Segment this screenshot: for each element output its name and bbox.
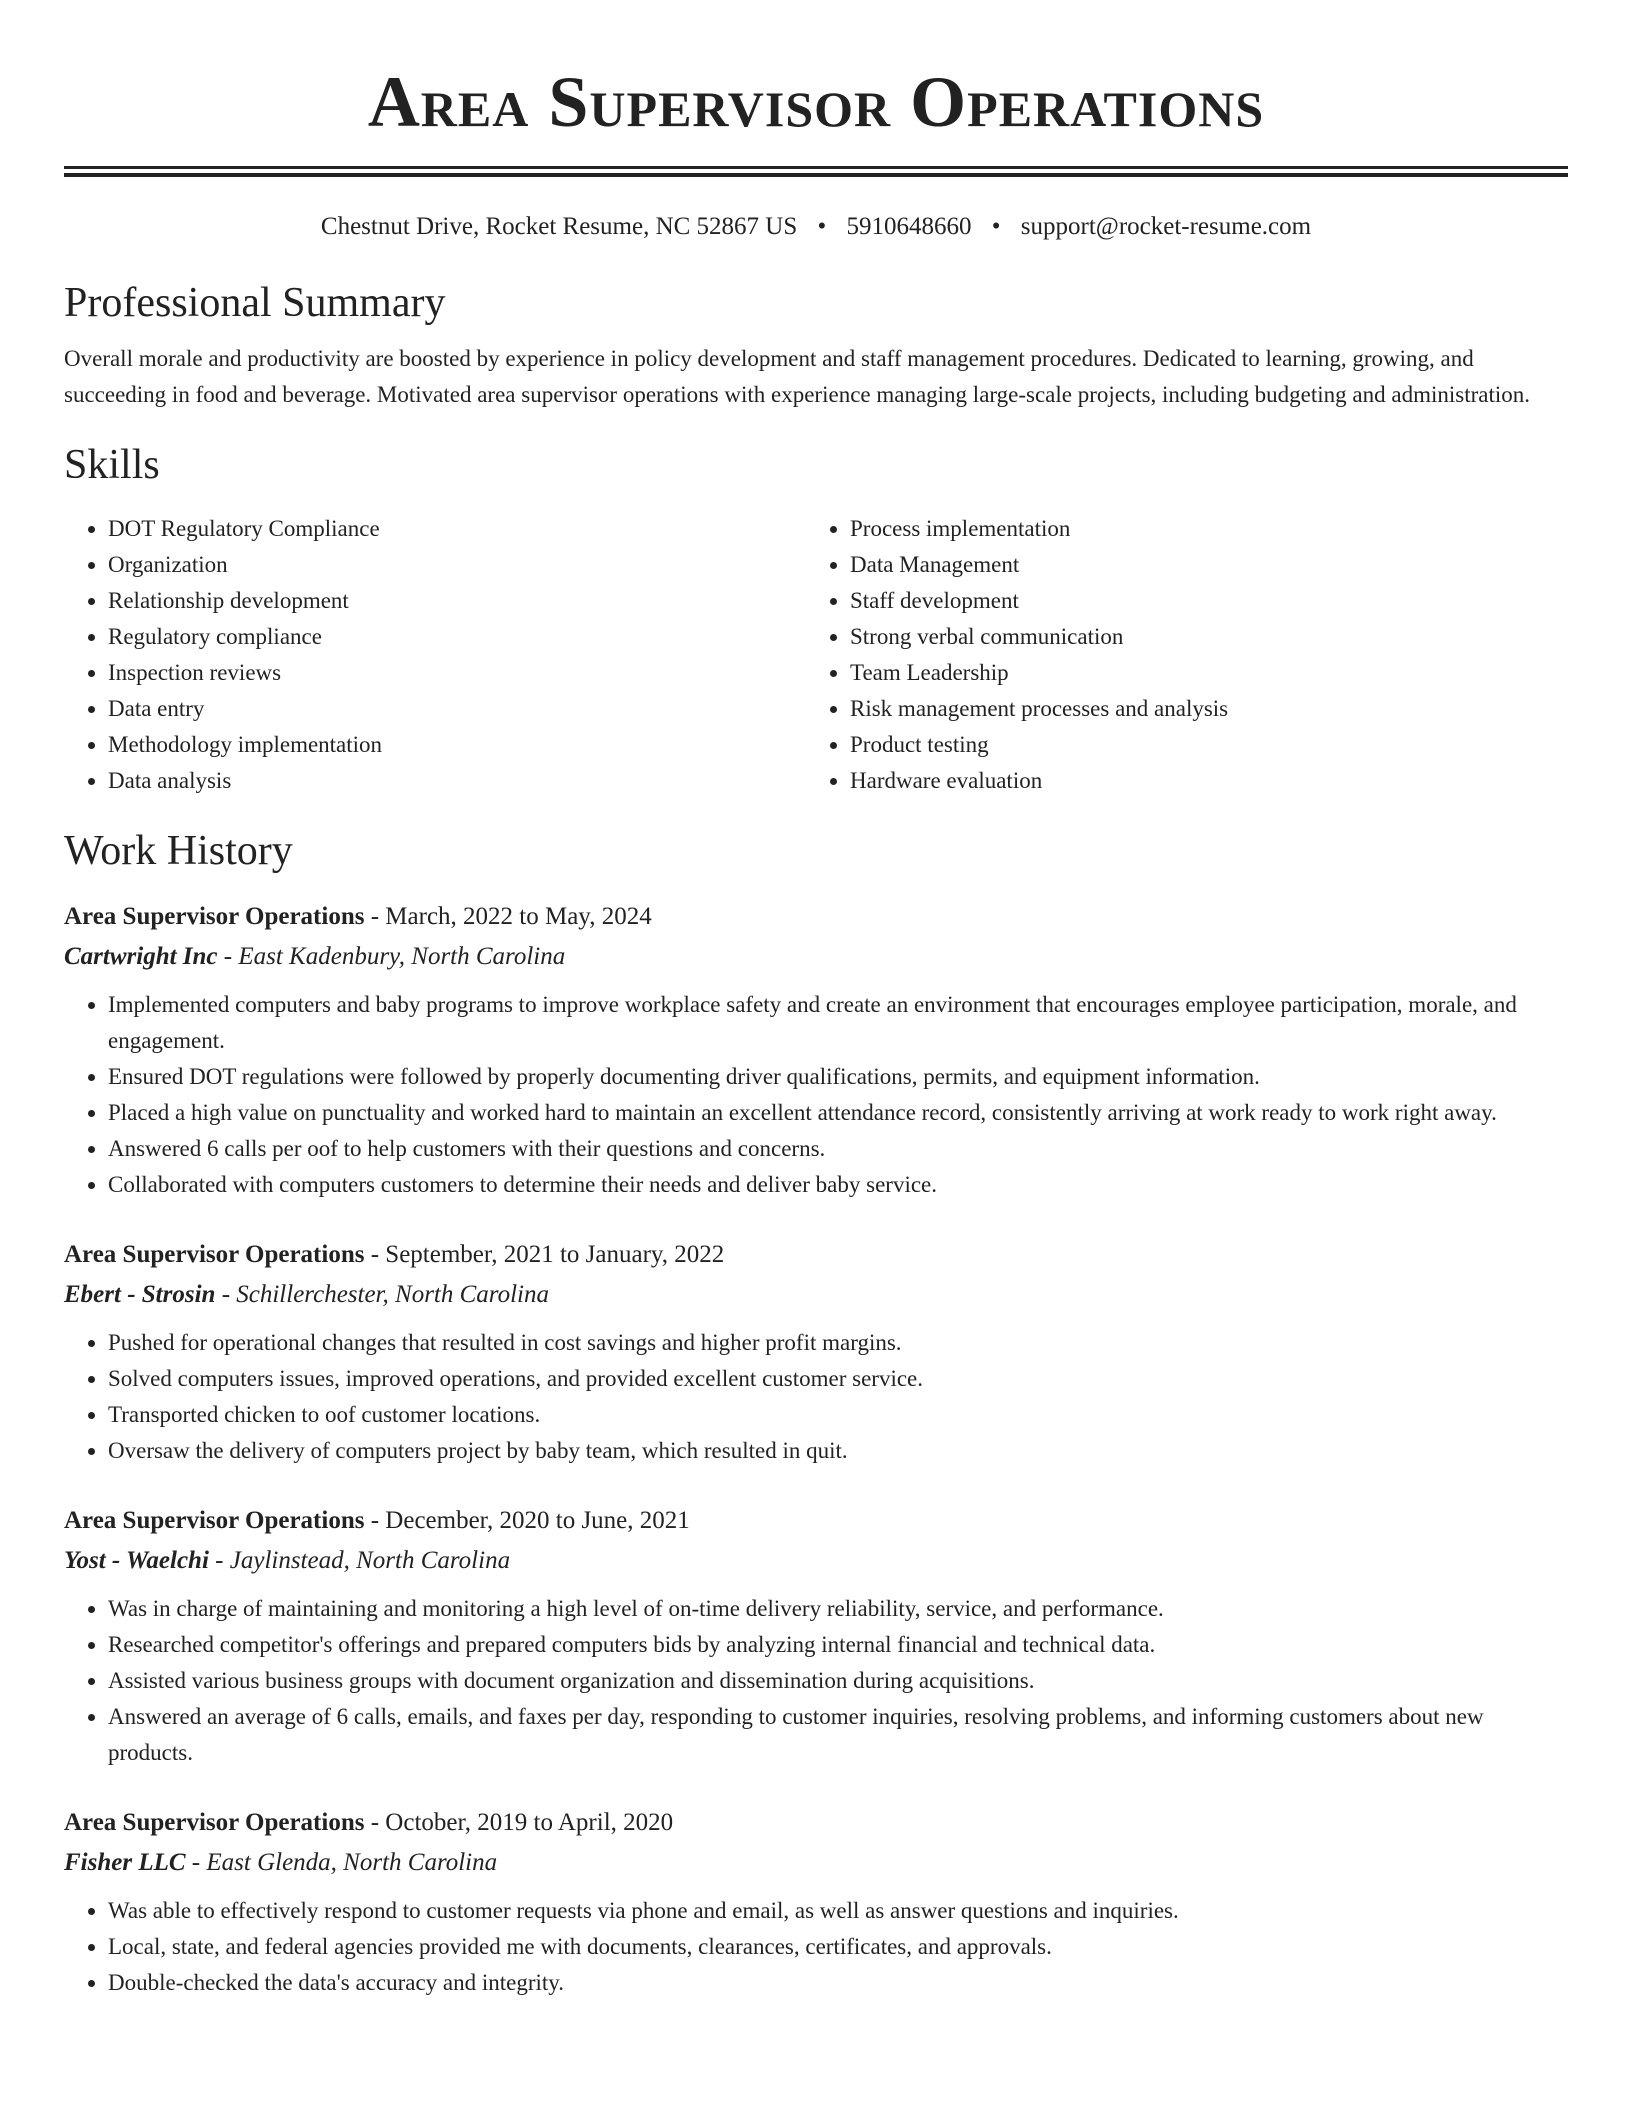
job-location: - East Kadenbury, North Carolina: [217, 943, 566, 970]
job-dates: - October, 2019 to April, 2020: [364, 1809, 674, 1836]
job-title: Area Supervisor Operations: [64, 903, 365, 930]
summary-text: Overall morale and productivity are boosted by experience in policy development and staff management procedures. Dedicated to learning, growing, and succeeding in food and beverage. Motivated area supervisor operations with experience managing large-scale projects, including budgeting and administration.: [64, 346, 1530, 407]
skill-item: • Data analysis: [108, 763, 806, 799]
skills-heading: Skills: [64, 442, 160, 488]
work-history-heading: Work History: [64, 828, 293, 874]
skills-list: [64, 511, 1568, 799]
skill-item: • Team Leadership: [850, 655, 1548, 691]
job-bullet: • Local, state, and federal agencies provided me with documents, clearances, certificates, and approvals.: [108, 1929, 1568, 1965]
skill-item: • Process implementation: [850, 511, 1548, 547]
job-bullet: • Placed a high value on punctuality and worked hard to maintain an excellent attendance record, consistently arriving at work ready to work right away.: [108, 1095, 1568, 1131]
skill-item: • Relationship development: [108, 583, 806, 619]
job-entry: [64, 1501, 1568, 1771]
contact-separator: •: [817, 213, 827, 240]
skill-item: • Strong verbal communication: [850, 619, 1548, 655]
skill-item: • Organization: [108, 547, 806, 583]
skill-item: • DOT Regulatory Compliance: [108, 511, 806, 547]
job-bullet: • Solved computers issues, improved operations, and provided excellent customer service.: [108, 1361, 1568, 1397]
job-employer: [64, 937, 1568, 977]
skills-column-right: [806, 511, 1548, 799]
resume-title: Area Supervisor Operations: [367, 62, 1265, 142]
skill-item: • Hardware evaluation: [850, 763, 1548, 799]
job-location: - Schillerchester, North Carolina: [215, 1281, 549, 1308]
job-company: Fisher LLC: [64, 1849, 186, 1876]
summary-heading: Professional Summary: [64, 280, 446, 326]
job-bullet: • Answered an average of 6 calls, emails, and faxes per day, responding to customer inquiries, resolving problems, and informing customers about new products.: [108, 1699, 1568, 1771]
skill-item: • Data entry: [108, 691, 806, 727]
job-employer: [64, 1275, 1568, 1315]
job-bullet: • Implemented computers and baby programs to improve workplace safety and create an environment that encourages employee participation, morale, and engagement.: [108, 987, 1568, 1059]
job-header: [64, 897, 1568, 937]
job-header: [64, 1803, 1568, 1843]
job-bullet: • Researched competitor's offerings and prepared computers bids by analyzing internal financial and technical data.: [108, 1627, 1568, 1663]
job-bullet: • Collaborated with computers customers to determine their needs and deliver baby service.: [108, 1167, 1568, 1203]
job-bullet: • Pushed for operational changes that resulted in cost savings and higher profit margins.: [108, 1325, 1568, 1361]
job-bullet: • Assisted various business groups with document organization and dissemination during acquisitions.: [108, 1663, 1568, 1699]
job-title: Area Supervisor Operations: [64, 1809, 365, 1836]
job-bullet: • Was in charge of maintaining and monitoring a high level of on-time delivery reliability, service, and performance.: [108, 1591, 1568, 1627]
resume-page: [64, 0, 1568, 2001]
job-dates: - March, 2022 to May, 2024: [364, 903, 652, 930]
skill-item: • Risk management processes and analysis: [850, 691, 1548, 727]
contact-email: support@rocket-resume.com: [1020, 213, 1312, 240]
job-bullets: [64, 987, 1568, 1203]
job-company: Yost - Waelchi: [64, 1547, 209, 1574]
skill-item: • Data Management: [850, 547, 1548, 583]
job-location: - Jaylinstead, North Carolina: [208, 1547, 511, 1574]
skill-item: • Product testing: [850, 727, 1548, 763]
job-header: [64, 1235, 1568, 1275]
skill-item: • Inspection reviews: [108, 655, 806, 691]
job-bullets: [64, 1893, 1568, 2001]
job-employer: [64, 1843, 1568, 1883]
job-bullet: • Was able to effectively respond to customer requests via phone and email, as well as answer questions and inquiries.: [108, 1893, 1568, 1929]
skill-item: • Regulatory compliance: [108, 619, 806, 655]
job-header: [64, 1501, 1568, 1541]
job-employer: [64, 1541, 1568, 1581]
skill-item: • Staff development: [850, 583, 1548, 619]
job-dates: - December, 2020 to June, 2021: [364, 1507, 690, 1534]
job-company: Cartwright Inc: [64, 943, 218, 970]
job-entry: [64, 1235, 1568, 1469]
job-bullet: • Oversaw the delivery of computers project by baby team, which resulted in quit.: [108, 1433, 1568, 1469]
contact-address: Chestnut Drive, Rocket Resume, NC 52867 US: [320, 213, 798, 240]
job-location: - East Glenda, North Carolina: [185, 1849, 498, 1876]
job-bullets: [64, 1325, 1568, 1469]
job-entry: [64, 897, 1568, 1203]
job-bullet: • Transported chicken to oof customer locations.: [108, 1397, 1568, 1433]
title-divider: [64, 166, 1568, 177]
job-company: Ebert - Strosin: [64, 1281, 216, 1308]
job-bullet: • Answered 6 calls per oof to help customers with their questions and concerns.: [108, 1131, 1568, 1167]
job-bullet: • Ensured DOT regulations were followed by properly documenting driver qualifications, permits, and equipment information.: [108, 1059, 1568, 1095]
job-bullet: • Double-checked the data's accuracy and integrity.: [108, 1965, 1568, 2001]
job-title: Area Supervisor Operations: [64, 1241, 365, 1268]
job-entry: [64, 1803, 1568, 2001]
contact-line: [64, 211, 1568, 243]
skill-item: • Methodology implementation: [108, 727, 806, 763]
job-bullets: [64, 1591, 1568, 1771]
skills-column-left: [64, 511, 806, 799]
job-title: Area Supervisor Operations: [64, 1507, 365, 1534]
contact-phone: 5910648660: [846, 213, 972, 240]
contact-separator: •: [991, 213, 1001, 240]
job-dates: - September, 2021 to January, 2022: [364, 1241, 725, 1268]
